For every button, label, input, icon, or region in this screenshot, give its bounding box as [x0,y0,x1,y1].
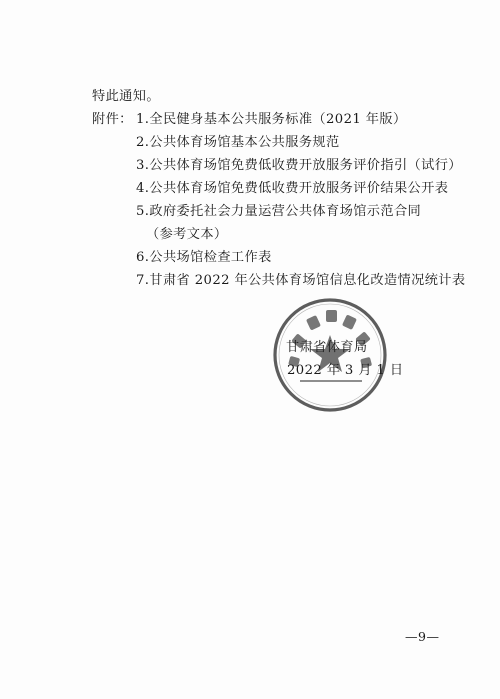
attachment-item: 3.公共体育场馆免费低收费开放服务评价指引（试行） [136,158,462,173]
attachment-item-continuation: （参考文本） [146,227,228,242]
attachment-item: 4.公共体育场馆免费低收费开放服务评价结果公开表 [136,181,449,196]
attachment-item: 2.公共体育场馆基本公共服务规范 [136,135,340,150]
signing-date: 2022 年 3 月 1 日 [287,363,404,378]
attachment-item: 6.公共场馆检查工作表 [136,250,272,265]
attachment-item: 7.甘肃省 2022 年公共体育场馆信息化改造情况统计表 [136,273,466,288]
attachment-item: 1.全民健身基本公共服务标准（2021 年版） [136,112,407,127]
page-number: —9— [405,629,440,644]
attachment-item: 5.政府委托社会力量运营公共体育场馆示范合同 [136,204,422,219]
attachments-label: 附件： [92,112,133,127]
signing-organization: 甘肃省体育局 [286,340,368,355]
notice-closing: 特此通知。 [92,89,160,104]
